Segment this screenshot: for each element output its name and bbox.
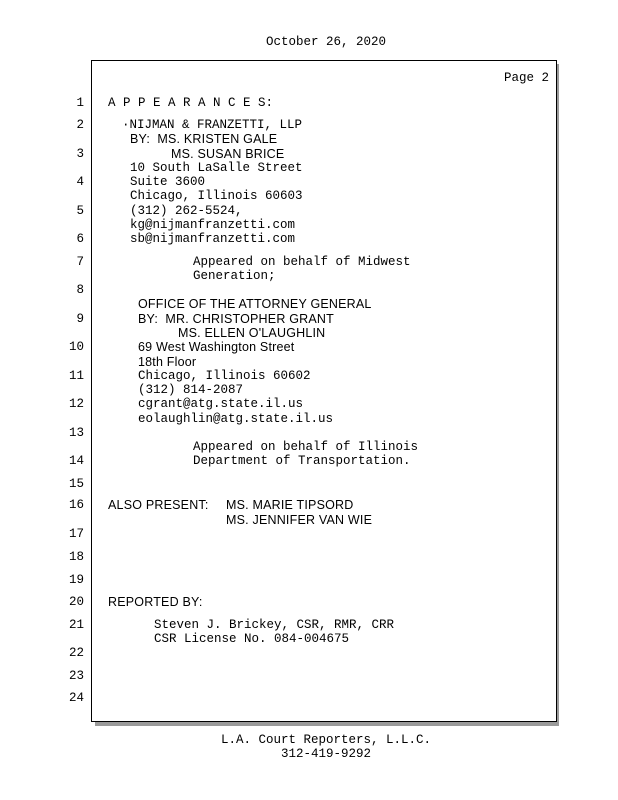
reporter-license: CSR License No. 084-004675 — [154, 632, 350, 646]
footer-company: L.A. Court Reporters, L.L.C. — [220, 733, 432, 747]
firm2-phone: (312) 814-2087 — [138, 383, 244, 397]
line-number: 17 — [68, 527, 84, 541]
line-number: 16 — [68, 498, 84, 512]
line-number: 18 — [68, 550, 84, 564]
line-number: 24 — [68, 691, 84, 705]
firm1-phone: (312) 262-5524, — [130, 204, 243, 218]
appearances-heading: A P P E A R A N C E S: — [108, 96, 274, 110]
firm2-email-1: cgrant@atg.state.il.us — [138, 397, 304, 411]
footer-phone: 312-419-9292 — [280, 747, 371, 761]
reported-by-label: REPORTED BY: — [108, 595, 203, 609]
reporter-name: Steven J. Brickey, CSR, RMR, CRR — [154, 618, 395, 632]
firm2-city: Chicago, Illinois 60602 — [138, 369, 311, 383]
page-number: Page 2 — [504, 71, 550, 85]
line-number: 6 — [76, 232, 84, 246]
firm2-name: OFFICE OF THE ATTORNEY GENERAL — [138, 297, 372, 311]
firm1-attorney-2: MS. SUSAN BRICE — [171, 147, 285, 161]
firm2-attorney-2: MS. ELLEN O'LAUGHLIN — [178, 326, 326, 340]
line-number: 13 — [68, 426, 84, 440]
line-number: 10 — [68, 340, 84, 354]
line-number: 12 — [68, 397, 84, 411]
line-number: 21 — [68, 618, 84, 632]
firm1-address-2: Suite 3600 — [130, 175, 206, 189]
firm2-behalf-2: Department of Transportation. — [193, 454, 411, 468]
line-number: 23 — [68, 669, 84, 683]
firm1-behalf-2: Generation; — [193, 269, 276, 283]
line-number: 1 — [76, 96, 84, 110]
firm1-email-2: sb@nijmanfranzetti.com — [130, 232, 296, 246]
line-number: 11 — [68, 369, 84, 383]
firm1-address-1: 10 South LaSalle Street — [130, 161, 303, 175]
also-present-person-2: MS. JENNIFER VAN WIE — [226, 513, 373, 527]
line-number: 20 — [68, 595, 84, 609]
firm2-address-2: 18th Floor — [138, 355, 197, 369]
line-number: 14 — [68, 454, 84, 468]
line-number: 19 — [68, 573, 84, 587]
firm1-city: Chicago, Illinois 60603 — [130, 189, 303, 203]
firm2-address-1: 69 West Washington Street — [138, 340, 295, 354]
line-number: 5 — [76, 204, 84, 218]
line-number: 4 — [76, 175, 84, 189]
firm1-name: ·NIJMAN & FRANZETTI, LLP — [122, 118, 303, 132]
line-number: 3 — [76, 147, 84, 161]
line-number: 22 — [68, 646, 84, 660]
also-present-label: ALSO PRESENT: — [108, 498, 209, 512]
also-present-person-1: MS. MARIE TIPSORD — [226, 498, 354, 512]
transcript-date: October 26, 2020 — [265, 35, 387, 49]
firm1-attorney-1: BY: MS. KRISTEN GALE — [130, 132, 278, 146]
line-number: 9 — [76, 312, 84, 326]
firm2-behalf-1: Appeared on behalf of Illinois — [193, 440, 419, 454]
line-number: 8 — [76, 283, 84, 297]
firm2-email-2: eolaughlin@atg.state.il.us — [138, 412, 334, 426]
firm2-attorney-1: BY: MR. CHRISTOPHER GRANT — [138, 312, 334, 326]
firm1-email-1: kg@nijmanfranzetti.com — [130, 218, 296, 232]
firm1-behalf-1: Appeared on behalf of Midwest — [193, 255, 411, 269]
line-number: 2 — [76, 118, 84, 132]
line-number: 15 — [68, 477, 84, 491]
line-number: 7 — [76, 255, 84, 269]
